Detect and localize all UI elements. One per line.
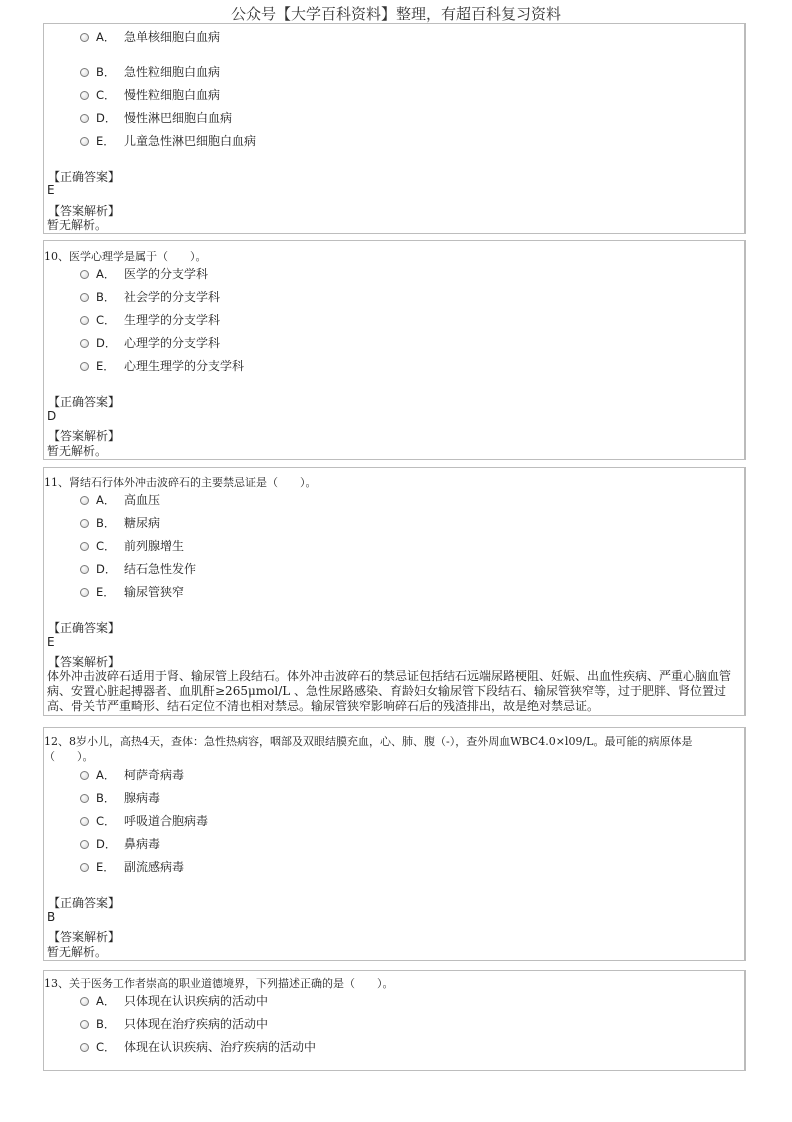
analysis-text: 暂无解析。 (47, 444, 108, 458)
answer-label: 【正确答案】 (48, 896, 121, 910)
answer-value: D (47, 409, 57, 423)
radio-button[interactable] (80, 997, 89, 1006)
radio-button[interactable] (80, 1020, 89, 1029)
option-a[interactable]: A． 医学的分支学科 (80, 266, 208, 282)
option-a[interactable]: A． 只体现在认识疾病的活动中 (80, 993, 268, 1009)
radio-button[interactable] (80, 1043, 89, 1052)
radio-button[interactable] (80, 542, 89, 551)
radio-button[interactable] (80, 817, 89, 826)
option-b[interactable]: B． 糖尿病 (80, 515, 160, 531)
answer-value: B (47, 910, 56, 924)
answer-label: 【正确答案】 (48, 395, 121, 409)
radio-button[interactable] (80, 840, 89, 849)
option-b[interactable]: B． 急性粒细胞白血病 (80, 64, 220, 80)
option-d[interactable]: D． 结石急性发作 (80, 561, 196, 577)
option-b[interactable]: B． 社会学的分支学科 (80, 289, 220, 305)
option-e[interactable]: E． 输尿管狭窄 (80, 584, 184, 600)
option-b[interactable]: B． 腺病毒 (80, 790, 160, 806)
option-c[interactable]: C． 生理学的分支学科 (80, 312, 220, 328)
radio-button[interactable] (80, 91, 89, 100)
answer-label: 【正确答案】 (48, 170, 121, 184)
radio-button[interactable] (80, 519, 89, 528)
analysis-label: 【答案解析】 (48, 204, 121, 218)
question-stem: 10、医学心理学是属于（ ）。 (44, 250, 207, 263)
radio-button[interactable] (80, 33, 89, 42)
question-11-card (43, 467, 746, 716)
analysis-label: 【答案解析】 (48, 930, 121, 944)
radio-button[interactable] (80, 496, 89, 505)
analysis-label: 【答案解析】 (48, 429, 121, 443)
option-e[interactable]: E． 心理生理学的分支学科 (80, 358, 244, 374)
analysis-text: 体外冲击波碎石适用于肾、输尿管上段结石。体外冲击波碎石的禁忌证包括结石远端尿路梗阻、妊娠、出血性疾病、严重心脑血管病、安置心脏起搏器者、血肌酐≥265μmol/L 、急性尿路感染、育龄妇女输尿管下段结石、输尿管狭窄等，过于肥胖、肾位置过高、骨关节严重畸形、结石定位不清也相对禁忌。输尿管狭窄影响碎石后的残渣排出，故是绝对禁忌证。 (47, 669, 732, 713)
radio-button[interactable] (80, 362, 89, 371)
option-d[interactable]: D． 鼻病毒 (80, 836, 160, 852)
option-e[interactable]: E． 副流感病毒 (80, 859, 184, 875)
option-a[interactable]: A． 急单核细胞白血病 (80, 29, 220, 45)
radio-button[interactable] (80, 588, 89, 597)
analysis-text: 暂无解析。 (47, 945, 108, 959)
option-c[interactable]: C． 体现在认识疾病、治疗疾病的活动中 (80, 1039, 316, 1055)
radio-button[interactable] (80, 565, 89, 574)
option-d[interactable]: D． 心理学的分支学科 (80, 335, 220, 351)
analysis-text: 暂无解析。 (47, 218, 108, 232)
radio-button[interactable] (80, 270, 89, 279)
question-10-card (43, 240, 746, 460)
question-12-card (43, 727, 746, 961)
question-stem: 13、关于医务工作者崇高的职业道德境界，下列描述正确的是（ ）。 (44, 977, 394, 990)
option-b[interactable]: B． 只体现在治疗疾病的活动中 (80, 1016, 268, 1032)
option-a[interactable]: A． 柯萨奇病毒 (80, 767, 184, 783)
radio-button[interactable] (80, 316, 89, 325)
radio-button[interactable] (80, 794, 89, 803)
radio-button[interactable] (80, 339, 89, 348)
option-a[interactable]: A． 高血压 (80, 492, 160, 508)
question-13-card (43, 970, 746, 1071)
option-d[interactable]: D． 慢性淋巴细胞白血病 (80, 110, 232, 126)
question-stem: 12、8岁小儿，高热4天，查体：急性热病容，咽部及双眼结膜充血，心、肺、腹（-），查外周血WBC4.0×l09/L。最可能的病原体是（ ）。 (44, 735, 693, 763)
radio-button[interactable] (80, 137, 89, 146)
answer-label: 【正确答案】 (48, 621, 121, 635)
answer-value: E (47, 635, 55, 649)
radio-button[interactable] (80, 68, 89, 77)
radio-button[interactable] (80, 114, 89, 123)
question-stem: 11、肾结石行体外冲击波碎石的主要禁忌证是（ ）。 (44, 476, 317, 489)
radio-button[interactable] (80, 863, 89, 872)
analysis-label: 【答案解析】 (48, 655, 121, 669)
option-c[interactable]: C． 呼吸道合胞病毒 (80, 813, 208, 829)
option-c[interactable]: C． 前列腺增生 (80, 538, 184, 554)
answer-value: E (47, 183, 55, 197)
page-header: 公众号【大学百科资料】整理，有超百科复习资料 (230, 5, 561, 23)
option-c[interactable]: C． 慢性粒细胞白血病 (80, 87, 220, 103)
question-9-card (43, 23, 746, 234)
radio-button[interactable] (80, 293, 89, 302)
radio-button[interactable] (80, 771, 89, 780)
option-e[interactable]: E． 儿童急性淋巴细胞白血病 (80, 133, 256, 149)
